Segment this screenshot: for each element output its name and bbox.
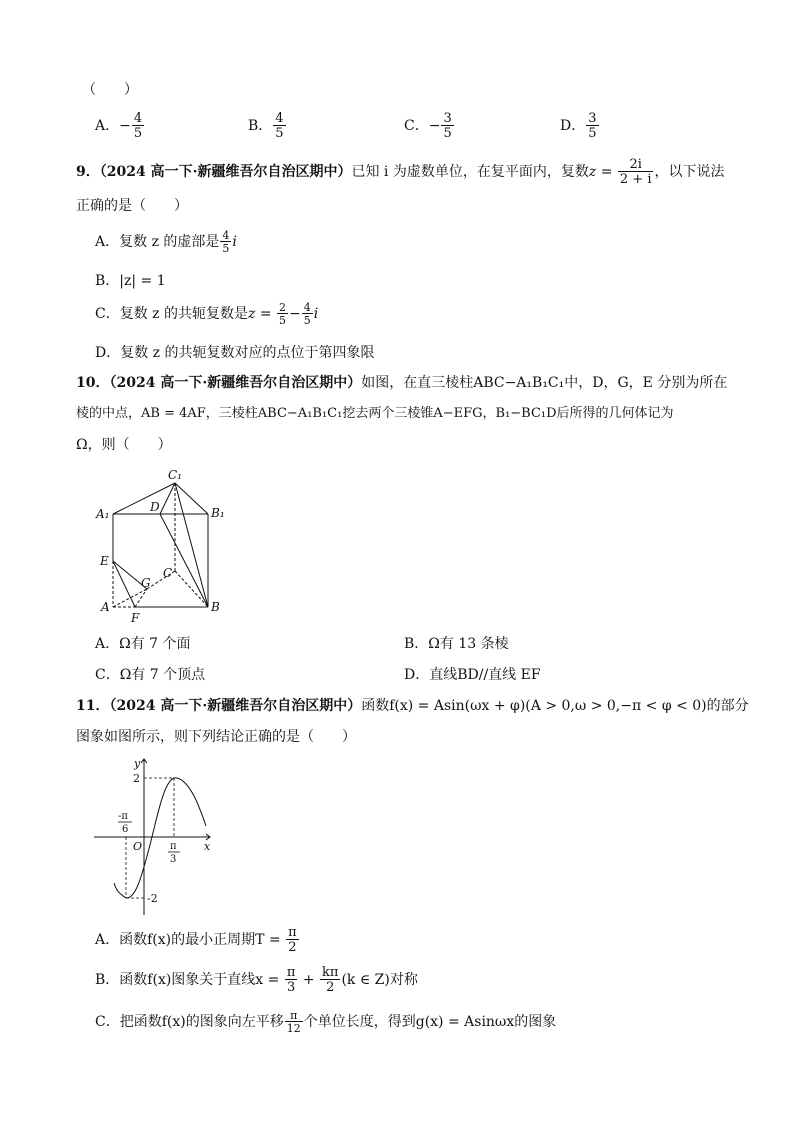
- fraction-denominator: 5: [303, 314, 311, 327]
- fraction-denominator: 2: [320, 979, 340, 994]
- q11-source: （2024 高一下·新疆维吾尔自治区期中）: [109, 698, 362, 714]
- fraction-numerator: 4: [303, 301, 311, 314]
- q9-option-a-text: 复数 z 的虚部是: [119, 234, 220, 250]
- q8-option-a[interactable]: [95, 112, 145, 140]
- q11-option-b-label: B．: [95, 972, 120, 988]
- label-a1: A₁: [96, 507, 110, 521]
- q11-option-b-plus: +: [298, 972, 320, 988]
- q8-option-b-fraction: [273, 112, 285, 140]
- label-six: 6: [122, 824, 129, 835]
- q11-option-c-text: 把函数f(x)的图象向左平移: [119, 1014, 284, 1030]
- q9-var-z: z: [588, 164, 597, 180]
- q10-option-a-text: Ω有 7 个面: [119, 636, 191, 652]
- q8-option-a-fraction: [132, 112, 144, 140]
- sine-graph-figure: [90, 755, 220, 920]
- q9-stem-text: 已知 i 为虚数单位，在复平面内，复数: [351, 164, 589, 180]
- q11-option-b-frac1: [285, 966, 298, 994]
- q11-option-c-fraction: [285, 1010, 303, 1034]
- q11-option-b[interactable]: [95, 966, 418, 994]
- q11-option-a-label: A．: [95, 932, 120, 948]
- q9-fraction: [618, 158, 654, 186]
- label-neg-pi: -π: [118, 811, 128, 822]
- q11-stem: [76, 696, 749, 716]
- label-three: 3: [170, 854, 177, 865]
- edge-c1d: [160, 483, 175, 514]
- q9-option-c-frac2: [302, 302, 313, 326]
- q9-option-d-text: 复数 z 的共轭复数对应的点位于第四象限: [120, 345, 375, 361]
- fraction-numerator: 4: [222, 229, 230, 242]
- label-g: G: [141, 576, 151, 590]
- q8-option-a-label: A．: [95, 118, 120, 134]
- q10-option-d-text: 直线BD//直线 EF: [429, 667, 541, 683]
- q9-option-c[interactable]: [95, 302, 318, 326]
- label-e: E: [100, 554, 109, 568]
- q9-eq: =: [596, 164, 617, 180]
- q9-number: 9．: [76, 164, 100, 180]
- q9-option-c-eq: =: [255, 306, 277, 322]
- q10-number: 10．: [76, 375, 110, 391]
- fraction-numerator: 4: [133, 111, 143, 126]
- q11-option-b-text: 函数f(x)图象关于直线x =: [119, 972, 284, 988]
- q9-option-c-label: C．: [95, 306, 120, 322]
- q11-option-c[interactable]: [95, 1010, 556, 1034]
- label-origin: O: [133, 840, 143, 853]
- label-y: y: [134, 757, 141, 770]
- edge-ag-hidden: [113, 589, 147, 607]
- q8-option-a-sign: −: [119, 118, 131, 134]
- label-d: D: [150, 500, 160, 514]
- edge-ef: [113, 561, 135, 607]
- q9-stem: [76, 158, 724, 186]
- q10-stem-line2: 棱的中点，AB = 4AF，三棱柱ABC−A₁B₁C₁挖去两个三棱锥A−EFG，B₁−BC₁D后所得的几何体记为: [76, 406, 674, 421]
- q8-option-d-label: D．: [560, 118, 586, 134]
- q9-option-c-var: z: [248, 306, 256, 322]
- label-c: C: [163, 566, 173, 580]
- fraction-denominator: 3: [285, 979, 298, 994]
- q8-option-b[interactable]: [248, 112, 287, 140]
- label-b: B: [211, 600, 220, 614]
- label-f: F: [131, 611, 140, 625]
- fraction-numerator: π: [286, 965, 296, 980]
- fraction-denominator: 5: [133, 126, 143, 141]
- q11-option-a[interactable]: [95, 926, 300, 954]
- q9-option-a-label: A．: [95, 234, 120, 250]
- q10-option-d[interactable]: [404, 664, 541, 684]
- q8-option-c[interactable]: [404, 112, 455, 140]
- q11-option-c-tail: 个单位长度，得到g(x) = Asinωx的图象: [303, 1014, 557, 1030]
- fraction-denominator: 5: [443, 126, 452, 141]
- q8-option-d[interactable]: [560, 112, 600, 140]
- edge-db: [160, 514, 208, 607]
- label-neg-two: -2: [147, 892, 158, 905]
- q9-stem-line2: 正确的是（ ）: [76, 198, 188, 214]
- q10-stem-text: 如图，在直三棱柱ABC−A₁B₁C₁中，D，G，E 分别为所在: [361, 375, 728, 391]
- fraction-denominator: 5: [279, 314, 287, 327]
- fraction-numerator: 3: [588, 111, 597, 126]
- q9-option-d-label: D．: [95, 345, 121, 361]
- q9-option-c-text: 复数 z 的共轭复数是: [119, 306, 248, 322]
- q8-option-c-fraction: [441, 112, 453, 140]
- q11-number: 11．: [76, 698, 110, 714]
- fraction-numerator: 2: [279, 301, 287, 314]
- prism-figure: [95, 465, 235, 625]
- q10-option-c-label: C．: [95, 667, 120, 683]
- label-a: A: [101, 600, 110, 614]
- fraction-denominator: 2 + i: [619, 172, 652, 187]
- q10-stem-line3: Ω，则（ ）: [76, 437, 172, 453]
- fraction-numerator: 4: [275, 111, 284, 126]
- q9-source: （2024 高一下·新疆维吾尔自治区期中）: [99, 164, 352, 180]
- q8-option-c-sign: −: [428, 118, 441, 134]
- q10-stem: [76, 373, 727, 393]
- q10-option-a[interactable]: [95, 633, 191, 653]
- q10-option-b-label: B．: [404, 636, 429, 652]
- q11-option-b-frac2: [320, 966, 340, 994]
- q9-option-c-i: i: [313, 306, 319, 322]
- sine-curve: [114, 778, 206, 898]
- q8-option-b-label: B．: [248, 118, 273, 134]
- q9-option-a[interactable]: [95, 230, 237, 254]
- q8-option-c-label: C．: [404, 118, 429, 134]
- fraction-denominator: 12: [286, 1022, 301, 1035]
- q11-stem-line2: 图象如图所示，则下列结论正确的是（ ）: [76, 729, 356, 745]
- q11-option-a-fraction: [286, 926, 299, 954]
- label-b1: B₁: [211, 506, 225, 520]
- q10-option-c[interactable]: [95, 664, 205, 684]
- label-c1: C₁: [168, 468, 182, 482]
- q9-option-b[interactable]: [95, 270, 166, 290]
- q11-stem-text: 函数f(x) = Asin(ωx + φ)(A > 0,ω > 0,−π < φ < 0)的部分: [361, 698, 749, 714]
- edge-a1c1: [113, 483, 175, 514]
- q9-option-b-label: B．: [95, 273, 120, 289]
- label-x: x: [204, 840, 211, 853]
- q9-option-c-minus: −: [289, 306, 301, 322]
- fraction-denominator: 5: [275, 126, 284, 141]
- edge-c1b: [175, 483, 208, 607]
- fraction-denominator: 5: [588, 126, 597, 141]
- q11-option-b-tail: (k ∈ Z)对称: [341, 972, 418, 988]
- label-two: 2: [133, 772, 140, 785]
- q11-option-a-text: 函数f(x)的最小正周期T =: [119, 932, 286, 948]
- fraction-numerator: π: [290, 1009, 298, 1022]
- q10-option-d-label: D．: [404, 667, 430, 683]
- q9-stem-tail: ，以下说法: [654, 164, 725, 180]
- fraction-numerator: 2i: [629, 157, 642, 172]
- q8-option-d-fraction: [586, 112, 598, 140]
- fraction-numerator: π: [288, 925, 297, 940]
- q9-option-a-i: i: [232, 234, 237, 250]
- q10-option-b[interactable]: [404, 633, 509, 653]
- question-paren: （ ）: [82, 82, 138, 98]
- edge-c1b1: [175, 483, 208, 514]
- q10-option-c-text: Ω有 7 个顶点: [119, 667, 206, 683]
- fraction-denominator: 5: [222, 242, 230, 255]
- q10-source: （2024 高一下·新疆维吾尔自治区期中）: [109, 375, 362, 391]
- fraction-numerator: kπ: [322, 965, 339, 980]
- label-pi: π: [170, 841, 177, 852]
- fraction-denominator: 2: [286, 939, 299, 954]
- fraction-numerator: 3: [443, 111, 452, 126]
- q9-option-b-text: |z| = 1: [119, 273, 166, 289]
- q11-option-c-label: C．: [95, 1014, 120, 1030]
- q10-option-b-text: Ω有 13 条棱: [428, 636, 509, 652]
- q10-option-a-label: A．: [95, 636, 120, 652]
- q9-option-c-frac1: [277, 302, 288, 326]
- q9-option-a-fraction: [220, 230, 231, 254]
- q9-option-d[interactable]: [95, 342, 375, 362]
